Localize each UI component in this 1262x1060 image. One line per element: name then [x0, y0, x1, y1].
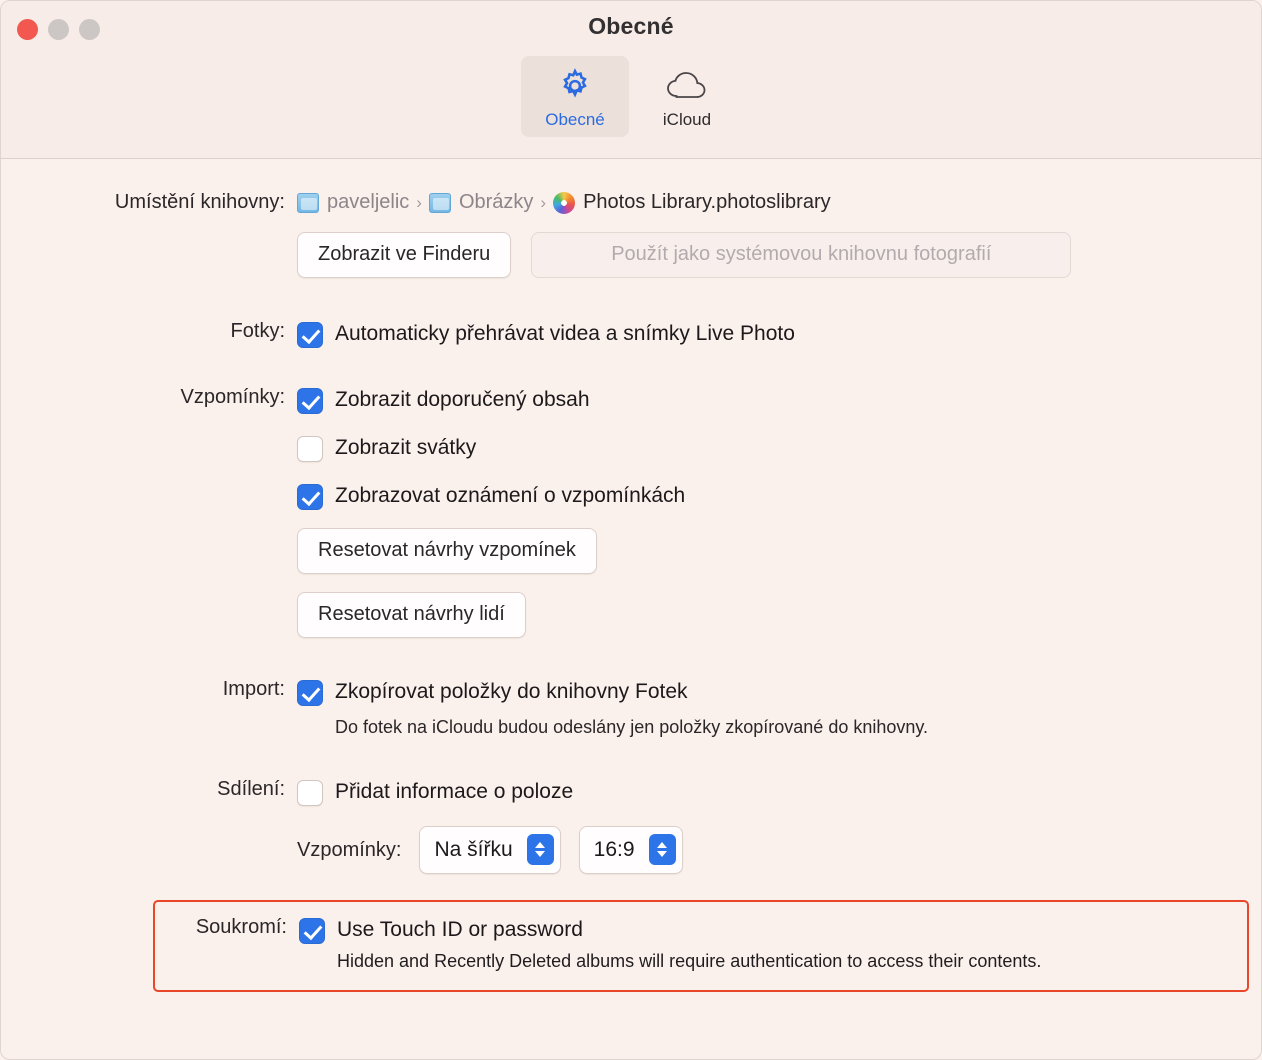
settings-content — [1, 191, 1261, 992]
breadcrumb-label: Obrázky — [458, 191, 534, 213]
folder-icon — [297, 193, 319, 213]
copy-items-checkbox[interactable] — [297, 680, 323, 706]
import-label: Import: — [222, 678, 285, 700]
import-description: Do fotek na iCloudu budou odeslány jen položky zkopírované do knihovny. — [335, 717, 929, 737]
featured-content-checkbox[interactable] — [297, 388, 323, 414]
preferences-toolbar — [1, 56, 1261, 137]
sharing-label: Sdílení: — [217, 778, 285, 800]
holidays-checkbox[interactable] — [297, 436, 323, 462]
add-location-label: Přidat informace o poloze — [335, 780, 574, 803]
breadcrumb-label: Photos Library.photoslibrary — [583, 191, 831, 213]
tab-general[interactable] — [521, 56, 629, 137]
photos-row — [1, 320, 1261, 348]
aspect-ratio-select-value: 16:9 — [593, 837, 635, 861]
photos-label: Fotky: — [230, 320, 285, 342]
privacy-label: Soukromí: — [195, 916, 287, 938]
autoplay-checkbox-label: Automaticky přehrávat videa a snímky Live Photo — [335, 322, 795, 345]
autoplay-checkbox-row[interactable] — [297, 320, 1261, 348]
memory-notifications-checkbox-row[interactable] — [297, 482, 1261, 510]
touch-id-checkbox[interactable] — [299, 918, 325, 944]
featured-content-label: Zobrazit doporučený obsah — [335, 388, 590, 411]
chevron-updown-icon[interactable] — [527, 834, 554, 865]
orientation-select-value: Na šířku — [434, 837, 513, 861]
add-location-checkbox[interactable] — [297, 780, 323, 806]
memories-label: Vzpomínky: — [180, 386, 285, 408]
window-title: Obecné — [588, 13, 674, 39]
folder-icon — [429, 193, 451, 213]
memories-popup-label: Vzpomínky: — [297, 838, 402, 861]
breadcrumb-item[interactable] — [429, 191, 533, 214]
touch-id-label: Use Touch ID or password — [337, 918, 583, 941]
orientation-select[interactable] — [419, 826, 560, 874]
library-location-row — [1, 191, 1261, 278]
memory-notifications-label: Zobrazovat oznámení o vzpomínkách — [335, 484, 686, 507]
tab-general-label: Obecné — [545, 110, 605, 129]
copy-items-label: Zkopírovat položky do knihovny Fotek — [335, 680, 688, 703]
breadcrumb[interactable] — [297, 191, 1261, 214]
autoplay-checkbox[interactable] — [297, 322, 323, 348]
breadcrumb-item[interactable] — [297, 191, 409, 214]
breadcrumb-separator: › — [540, 192, 547, 212]
aspect-ratio-select[interactable] — [579, 826, 683, 874]
tab-icloud-label: iCloud — [662, 110, 712, 129]
sharing-row — [1, 778, 1261, 874]
reset-memory-suggestions-button[interactable]: Resetovat návrhy vzpomínek — [297, 528, 597, 574]
titlebar — [1, 1, 1261, 159]
featured-content-checkbox-row[interactable] — [297, 386, 1261, 414]
library-location-label: Umístění knihovny: — [114, 191, 285, 213]
library-buttons — [297, 232, 1261, 278]
privacy-highlight-box — [153, 900, 1249, 992]
reset-people-suggestions-button[interactable]: Resetovat návrhy lidí — [297, 592, 526, 638]
add-location-checkbox-row[interactable] — [297, 778, 1261, 806]
import-row — [1, 678, 1261, 740]
use-as-system-library-button: Použít jako systémovou knihovnu fotografií — [531, 232, 1071, 278]
breadcrumb-separator: › — [416, 192, 422, 212]
photos-app-icon — [553, 192, 575, 214]
memories-row — [1, 386, 1261, 638]
touch-id-checkbox-row[interactable] — [299, 916, 1237, 944]
breadcrumb-item[interactable] — [553, 191, 831, 214]
breadcrumb-label: paveljelic — [327, 191, 410, 213]
memories-format-row — [297, 826, 1261, 874]
holidays-checkbox-row[interactable] — [297, 434, 1261, 462]
cloud-icon — [633, 64, 741, 108]
copy-items-checkbox-row[interactable] — [297, 678, 1261, 706]
memory-notifications-checkbox[interactable] — [297, 484, 323, 510]
tab-icloud[interactable] — [633, 56, 741, 137]
gear-icon — [521, 64, 629, 108]
chevron-updown-icon[interactable] — [649, 834, 676, 865]
show-in-finder-button[interactable]: Zobrazit ve Finderu — [297, 232, 511, 278]
holidays-label: Zobrazit svátky — [335, 436, 477, 459]
privacy-description: Hidden and Recently Deleted albums will require authentication to access their contents. — [337, 951, 1042, 971]
